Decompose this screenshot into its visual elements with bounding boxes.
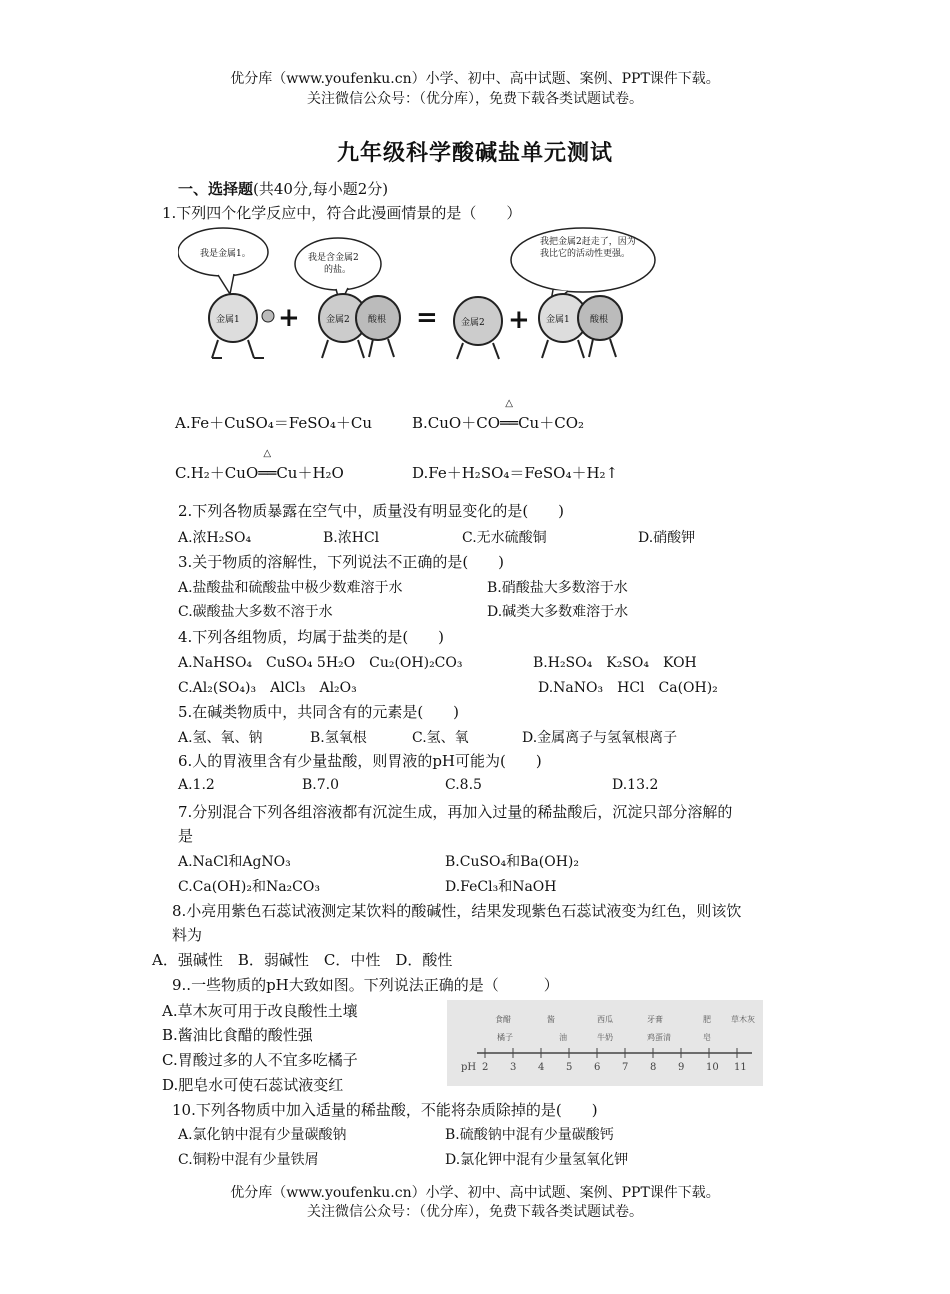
q4-option-b: B.H₂SO₄ K₂SO₄ KOH bbox=[533, 655, 697, 671]
q8-stem-line-1: 8.小亮用紫色石蕊试液测定某饮料的酸碱性，结果发现紫色石蕊试液变为红色，则该饮 bbox=[172, 902, 742, 920]
q5-stem: 5.在碱类物质中，共同含有的元素是( ) bbox=[178, 703, 460, 721]
q2-stem: 2.下列各物质暴露在空气中，质量没有明显变化的是( ) bbox=[178, 502, 565, 520]
double-bar-icon: ══ bbox=[500, 414, 519, 432]
q9-option-c: C.胃酸过多的人不宜多吃橘子 bbox=[162, 1051, 358, 1069]
ph-bottom-label: 油 bbox=[559, 1033, 567, 1042]
bubble-1-text: 我是金属1。 bbox=[200, 249, 251, 259]
ph-bottom-label: 牛奶 bbox=[597, 1033, 613, 1042]
section-heading bbox=[178, 178, 388, 199]
q1-stem: 1.下列四个化学反应中，符合此漫画情景的是（ ） bbox=[162, 204, 522, 222]
q1-option-a: A.Fe＋CuSO₄＝FeSO₄＋Cu bbox=[175, 414, 372, 432]
q10-option-d: D.氯化钾中混有少量氢氧化钾 bbox=[445, 1152, 629, 1168]
metal-1-label: 金属1 bbox=[216, 315, 240, 325]
delta-icon: △ bbox=[505, 398, 513, 409]
metal-1-right-label: 金属1 bbox=[546, 315, 570, 325]
ph-tick-label: 10 bbox=[706, 1062, 719, 1073]
q2-option-d: D.硝酸钾 bbox=[638, 530, 696, 546]
ph-tick-label: 9 bbox=[678, 1062, 685, 1073]
q4-stem: 4.下列各组物质，均属于盐类的是( ) bbox=[178, 628, 445, 646]
header-line-2: 关注微信公众号：（优分库），免费下载各类试题试卷。 bbox=[307, 91, 643, 107]
ph-top-label: 食醋 bbox=[495, 1015, 511, 1024]
q5-option-a: A.氢、氧、钠 bbox=[178, 730, 263, 746]
bubble-2-text-1: 我是含金属2 bbox=[308, 253, 359, 263]
q5-option-c: C.氢、氧 bbox=[412, 730, 469, 746]
ph-tick-label: 3 bbox=[510, 1062, 517, 1073]
q9-option-d: D.肥皂水可使石蕊试液变红 bbox=[162, 1076, 344, 1094]
q3-option-c: C.碳酸盐大多数不溶于水 bbox=[178, 604, 333, 620]
plus-sign-2: + bbox=[508, 305, 530, 335]
bubble-2-text-2: 的盐。 bbox=[324, 265, 352, 275]
q6-option-d: D.13.2 bbox=[612, 777, 659, 793]
q3-option-b: B.硝酸盐大多数溶于水 bbox=[487, 580, 628, 596]
speech-bubble-2 bbox=[295, 238, 381, 290]
reaction-arrow-heat bbox=[258, 448, 277, 482]
bubble-3-text-2: 我比它的活动性更强。 bbox=[540, 249, 631, 259]
ph-tick-label: 4 bbox=[538, 1062, 545, 1073]
ph-bottom-label: 皂 bbox=[703, 1033, 711, 1042]
acid-root-right-label: 酸根 bbox=[590, 315, 609, 325]
q2-option-b: B.浓HCl bbox=[323, 530, 380, 546]
footer-line-1: 优分库（www.youfenku.cn）小学、初中、高中试题、案例、PPT课件下载。 bbox=[230, 1185, 720, 1201]
ph-scale-figure bbox=[447, 1000, 763, 1086]
q8-options: A．强碱性 B．弱碱性 C．中性 D．酸性 bbox=[152, 951, 453, 969]
ph-top-label: 肥 bbox=[703, 1015, 711, 1024]
q9-option-b: B.酱油比食醋的酸性强 bbox=[162, 1026, 313, 1044]
ph-tick-label: 8 bbox=[650, 1062, 657, 1073]
q9-option-a: A.草木灰可用于改良酸性土壤 bbox=[162, 1002, 358, 1020]
ph-top-label: 西瓜 bbox=[597, 1015, 613, 1024]
q2-option-c: C.无水硫酸铜 bbox=[462, 530, 547, 546]
q7-option-c: C.Ca(OH)₂和Na₂CO₃ bbox=[178, 879, 320, 895]
cartoon-illustration bbox=[178, 226, 678, 366]
q6-stem: 6.人的胃液里含有少量盐酸，则胃液的pH可能为( ) bbox=[178, 752, 542, 770]
ph-tick-label: 2 bbox=[482, 1062, 489, 1073]
q9-stem: 9..一些物质的pH大致如图。下列说法正确的是（ ） bbox=[172, 976, 559, 994]
ph-bottom-label: 鸡蛋清 bbox=[647, 1033, 671, 1042]
q4-option-c: C.Al₂(SO₄)₃ AlCl₃ Al₂O₃ bbox=[178, 680, 357, 696]
q7-stem-line-2: 是 bbox=[178, 827, 194, 845]
equals-sign: = bbox=[416, 303, 438, 333]
q1-option-b-pre: B.CuO＋CO bbox=[412, 414, 501, 432]
q7-option-b: B.CuSO₄和Ba(OH)₂ bbox=[445, 854, 580, 870]
plus-sign-1: + bbox=[278, 303, 300, 333]
reaction-arrow-heat bbox=[500, 398, 519, 432]
q6-option-a: A.1.2 bbox=[178, 777, 215, 793]
ph-top-label: 草木灰 bbox=[731, 1015, 755, 1024]
q1-option-c-pre: C.H₂＋CuO bbox=[175, 464, 259, 482]
q1-option-b-post: Cu＋CO₂ bbox=[518, 414, 585, 432]
q2-option-a: A.浓H₂SO₄ bbox=[178, 530, 252, 546]
acid-root-label: 酸根 bbox=[368, 315, 387, 325]
q4-option-d: D.NaNO₃ HCl Ca(OH)₂ bbox=[538, 680, 718, 696]
q7-option-a: A.NaCl和AgNO₃ bbox=[178, 854, 291, 870]
q7-stem-line-1: 7.分别混合下列各组溶液都有沉淀生成，再加入过量的稀盐酸后，沉淀只部分溶解的 bbox=[178, 803, 733, 821]
ph-bottom-label: 橘子 bbox=[497, 1033, 513, 1042]
footer-line-2: 关注微信公众号：（优分库），免费下载各类试题试卷。 bbox=[307, 1204, 643, 1220]
ph-tick-label: 6 bbox=[594, 1062, 601, 1073]
q1-option-b bbox=[412, 398, 585, 433]
q6-option-b: B.7.0 bbox=[302, 777, 340, 793]
q6-option-c: C.8.5 bbox=[445, 777, 482, 793]
double-bar-icon: ══ bbox=[258, 464, 277, 482]
ph-bottom-labels bbox=[497, 1032, 711, 1042]
ph-tick-label: 11 bbox=[734, 1062, 747, 1073]
ph-tick-label: 5 bbox=[566, 1062, 573, 1073]
page-title: 九年级科学酸碱盐单元测试 bbox=[336, 140, 613, 166]
bubble-3-text-1: 我把金属2赶走了，因为 bbox=[540, 237, 636, 247]
header-line-1: 优分库（www.youfenku.cn）小学、初中、高中试题、案例、PPT课件下载。 bbox=[230, 71, 720, 87]
delta-icon: △ bbox=[263, 448, 272, 459]
ph-ticks bbox=[482, 1048, 747, 1073]
q1-option-d: D.Fe＋H₂SO₄＝FeSO₄＋H₂↑ bbox=[412, 464, 619, 482]
q7-option-d: D.FeCl₃和NaOH bbox=[445, 879, 557, 895]
q1-option-c bbox=[175, 448, 344, 483]
q10-option-b: B.硫酸钠中混有少量碳酸钙 bbox=[445, 1127, 614, 1143]
q10-option-a: A.氯化钠中混有少量碳酸钠 bbox=[178, 1127, 347, 1143]
ph-top-label: 牙膏 bbox=[647, 1015, 663, 1024]
section-note: (共40分,每小题2分) bbox=[253, 180, 389, 198]
metal-2-alone-label: 金属2 bbox=[461, 318, 485, 328]
q3-stem: 3.关于物质的溶解性，下列说法不正确的是( ) bbox=[178, 553, 505, 571]
q5-option-d: D.金属离子与氢氧根离子 bbox=[522, 730, 678, 746]
ph-top-label: 酱 bbox=[547, 1015, 555, 1024]
q4-option-a: A.NaHSO₄ CuSO₄ 5H₂O Cu₂(OH)₂CO₃ bbox=[178, 655, 463, 671]
ph-label: pH bbox=[461, 1062, 477, 1073]
q10-option-c: C.铜粉中混有少量铁屑 bbox=[178, 1152, 319, 1168]
ph-top-labels bbox=[495, 1014, 755, 1024]
q1-option-c-post: Cu＋H₂O bbox=[276, 464, 344, 482]
section-label: 一、选择题 bbox=[178, 180, 254, 198]
metal-2-label: 金属2 bbox=[326, 315, 350, 325]
q3-option-a: A.盐酸盐和硫酸盐中极少数难溶于水 bbox=[178, 580, 403, 596]
ph-tick-label: 7 bbox=[622, 1062, 629, 1073]
q3-option-d: D.碱类大多数难溶于水 bbox=[487, 604, 629, 620]
q10-stem: 10.下列各物质中加入适量的稀盐酸，不能将杂质除掉的是( ) bbox=[172, 1101, 598, 1119]
q8-stem-line-2: 料为 bbox=[172, 926, 203, 944]
q5-option-b: B.氢氧根 bbox=[310, 730, 367, 746]
